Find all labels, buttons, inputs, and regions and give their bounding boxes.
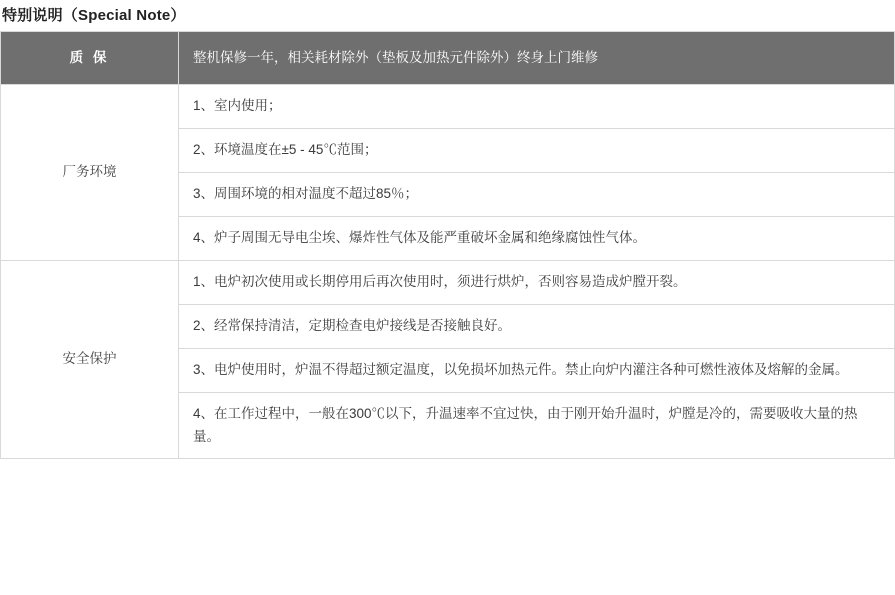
list-item-text: 1、电炉初次使用或长期停用后再次使用时，须进行烘炉，否则容易造成炉膛开裂。	[193, 273, 687, 289]
list-item	[179, 172, 895, 216]
list-item-text: 2、经常保持清洁，定期检查电炉接线是否接触良好。	[193, 317, 512, 333]
special-note-table	[0, 31, 895, 459]
table-row	[1, 260, 895, 304]
list-item-text: 1、室内使用；	[193, 98, 282, 113]
section-label-factory-environment: 厂务环境	[1, 85, 179, 261]
table-row	[1, 32, 895, 85]
list-item	[179, 85, 895, 129]
warranty-label: 质 保	[1, 32, 179, 85]
table-row	[1, 85, 895, 129]
list-item-text: 4、在工作过程中，一般在300℃以下，升温速率不宜过快，由于刚开始升温时，炉膛是冷的，需要吸收大量的热量。	[193, 405, 858, 444]
list-item-text: 3、电炉使用时，炉温不得超过额定温度，以免损坏加热元件。禁止向炉内灌注各种可燃性液体及熔解的金属。	[193, 361, 849, 377]
warranty-content: 整机保修一年，相关耗材除外（垫板及加热元件除外）终身上门维修	[179, 32, 895, 85]
list-item-text: 4、炉子周围无导电尘埃、爆炸性气体及能严重破坏金属和绝缘腐蚀性气体。	[193, 229, 647, 245]
list-item-text: 2、环境温度在±5 - 45℃范围；	[193, 141, 378, 157]
list-item	[179, 128, 895, 172]
section-label-safety-protection: 安全保护	[1, 260, 179, 459]
list-item	[179, 260, 895, 304]
list-item	[179, 348, 895, 392]
list-item-text: 3、周围环境的相对温度不超过85％；	[193, 185, 419, 201]
list-item	[179, 304, 895, 348]
list-item	[179, 216, 895, 260]
page-title: 特别说明（Special Note）	[2, 7, 186, 24]
list-item	[179, 392, 895, 459]
